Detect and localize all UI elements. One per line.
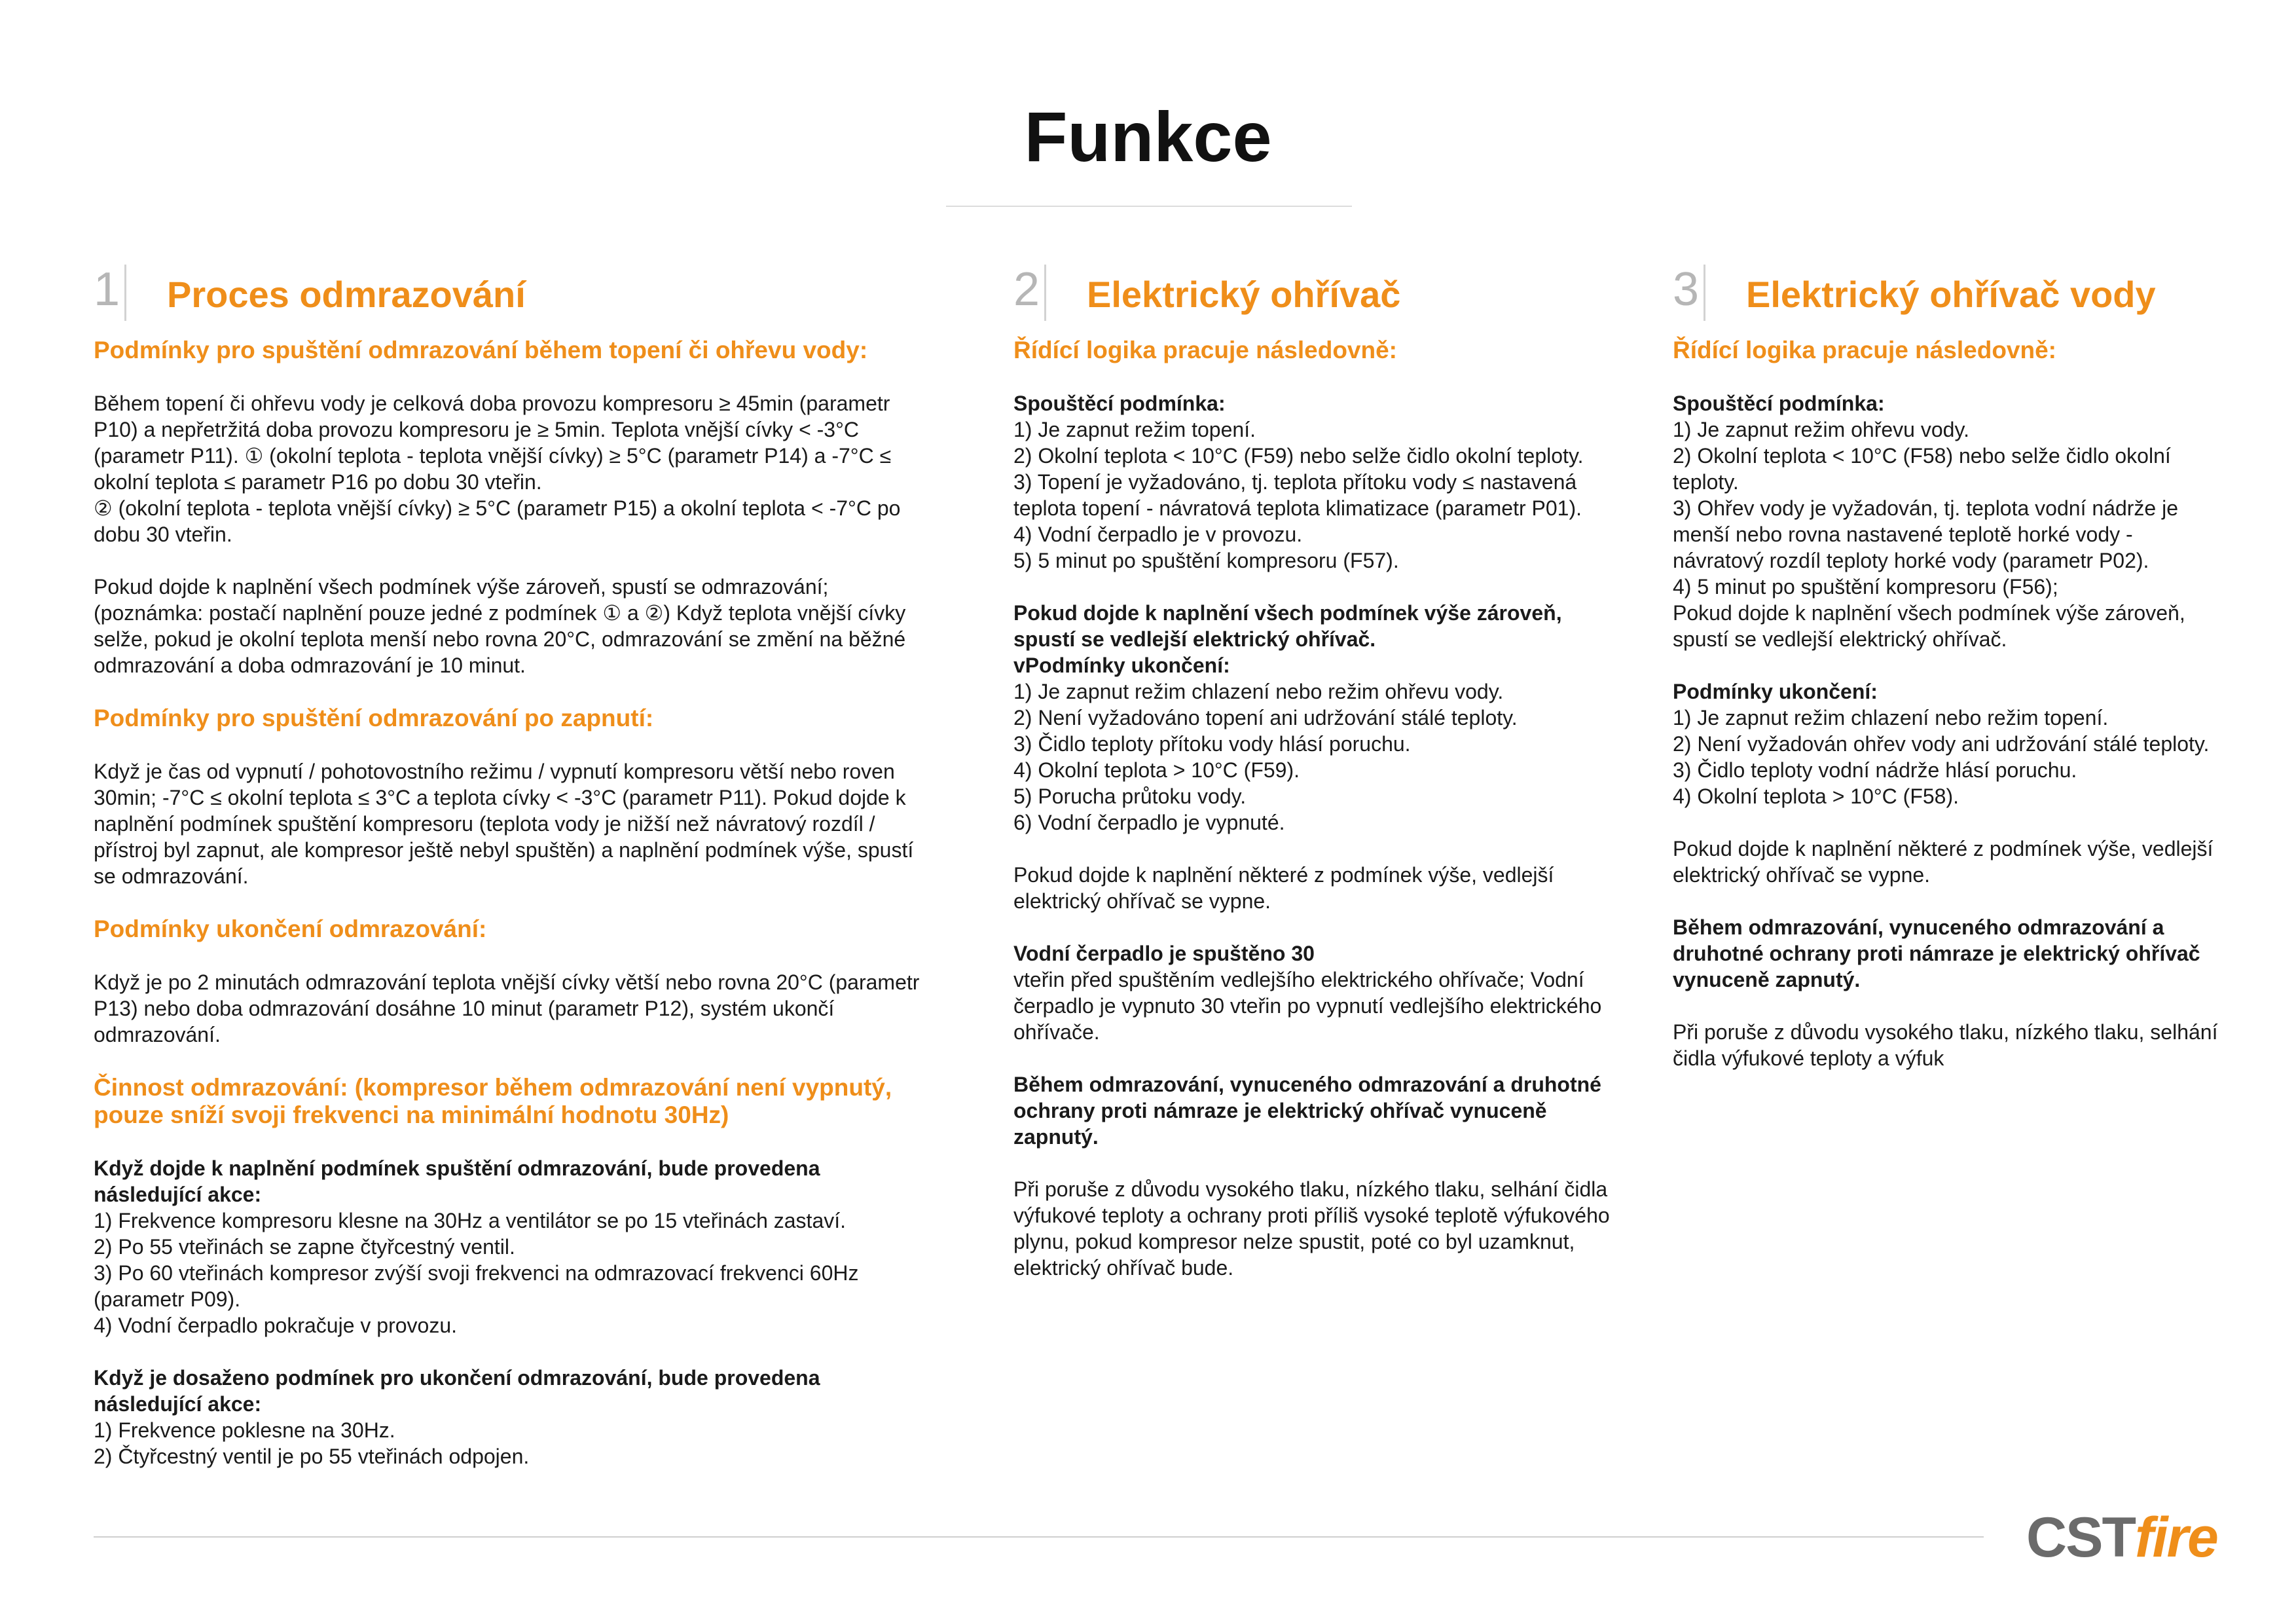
paragraph-text: Během topení či ohřevu vody je celková doba provozu kompresoru ≥ 45min (parametr P10) a nepřetržitá doba provozu kompresoru je ≥ 5min. Teplota vnější cívky < -3°C (parametr P11). ① (okolní teplota - teplota vnější cívky) ≥ 5°C (parametr P14) a -7°C ≤ okolní teplota ≤ parametr P16 po dobu 30 vteřin. ② (okolní teplota - teplota vnější cívky) ≥ 5°C (parametr P15) a okolní teplota < -7°C po dobu 30 vteřin. (94, 392, 901, 546)
paragraph (1013, 862, 1616, 914)
paragraph-text: Pokud dojde k naplnění některé z podmínek výše, vedlejší elektrický ohřívač se vypne. (1673, 837, 2214, 887)
paragraph-text: vteřin před spuštěním vedlejšího elektrického ohřívače; Vodní čerpadlo je vypnuto 30 vteřin po vypnutí vedlejšího elektrického ohřívače. (1013, 968, 1602, 1044)
paragraph-text: 1) Frekvence kompresoru klesne na 30Hz a ventilátor se po 15 vteřinách zastaví. 2) Po 55 vteřinách se zapne čtyřcestný ventil. 3) Po 60 vteřinách kompresor zvýší svoji frekvenci na odmrazovací frekvenci 60Hz (parametr P09). 4) Vodní čerpadlo pokračuje v provozu. (94, 1209, 859, 1337)
paragraph-text: 1) Frekvence poklesne na 30Hz. 2) Čtyřcestný ventil je po 55 vteřinách odpojen. (94, 1418, 530, 1468)
paragraph (1673, 390, 2223, 652)
logo-text-fire: fire (2135, 1506, 2217, 1569)
section-divider (124, 265, 126, 321)
subheading: Podmínky pro spuštění odmrazování během topení či ohřevu vody: (94, 337, 868, 363)
brand-logo (2026, 1506, 2216, 1569)
paragraph (1673, 914, 2223, 993)
paragraph-text: 1) Je zapnut režim ohřevu vody. 2) Okolní teplota < 10°C (F58) nebo selže čidlo okolní teploty. 3) Ohřev vody je vyžadován, tj. teplota vodní nádrže je menší nebo rovna nastavené teplotě horké vody - návratový rozdíl teploty horké vody (parametr P02). 4) 5 minut po spuštění kompresoru (F56); Pokud dojde k naplnění všech podmínek výše zároveň, spustí se vedlejší elektrický ohřívač. (1673, 418, 2185, 651)
paragraph-lead: Když dojde k naplnění podmínek spuštění odmrazování, bude provedena následující akce: (94, 1156, 820, 1206)
paragraph-lead: Když je dosaženo podmínek pro ukončení odmrazování, bude provedena následující akce: (94, 1366, 820, 1416)
paragraph (94, 390, 925, 547)
paragraph (1013, 390, 1616, 574)
paragraph-text: 1) Je zapnut režim topení. 2) Okolní teplota < 10°C (F59) nebo selže čidlo okolní teploty. 3) Topení je vyžadováno, tj. teplota přítoku vody ≤ nastavená teplota topení - návratová teplota klimatizace (parametr P01). 4) Vodní čerpadlo je v provozu. 5) 5 minut po spuštění kompresoru (F57). (1013, 418, 1584, 572)
section-title: Elektrický ohřívač (1087, 274, 1401, 315)
title-divider (946, 206, 1352, 207)
section-body (1013, 337, 1616, 1281)
paragraph-lead: Spouštěcí podmínka: (1673, 392, 1885, 415)
section-header (1013, 262, 1616, 325)
section-number: 2 (1013, 263, 1040, 316)
paragraph-text: Když je čas od vypnutí / pohotovostního režimu / vypnutí kompresoru větší nebo roven 30min; -7°C ≤ okolní teplota ≤ 3°C a teplota cívky < -3°C (parametr P11). Pokud dojde k naplnění podmínek spuštění kompresoru (teplota vody je nižší než návratový rozdíl / přístroj byl zapnut, ale kompresor ještě nebyl spuštěn) a naplnění podmínek výše, spustí se odmrazování. (94, 760, 914, 888)
page-title: Funkce (1024, 97, 1272, 176)
section-divider (1044, 265, 1046, 321)
paragraph (94, 1365, 925, 1469)
paragraph (94, 969, 925, 1048)
paragraph-lead: Pokud dojde k naplnění všech podmínek výše zároveň, spustí se vedlejší elektrický ohřívač. vPodmínky ukončení: (1013, 601, 1562, 677)
paragraph-text: Při poruše z důvodu vysokého tlaku, nízkého tlaku, selhání čidla výfukové teploty a výfuk (1673, 1020, 2218, 1070)
column-1 (94, 262, 925, 1496)
paragraph-lead: Během odmrazování, vynuceného odmrazování a druhotné ochrany proti námraze je elektrický ohřívač vynuceně zapnutý. (1673, 915, 2200, 991)
section-title: Proces odmrazování (167, 274, 526, 315)
subheading: Činnost odmrazování: (kompresor během odmrazování není vypnutý, pouze sníží svoji frekvenci na minimální hodnotu 30Hz) (94, 1074, 892, 1128)
subheading: Podmínky pro spuštění odmrazování po zapnutí: (94, 705, 654, 731)
subheading: Řídící logika pracuje následovně: (1013, 337, 1398, 363)
paragraph-lead: Spouštěcí podmínka: (1013, 392, 1226, 415)
paragraph (94, 758, 925, 889)
paragraph-lead: Podmínky ukončení: (1673, 680, 1878, 703)
paragraph-lead: Během odmrazování, vynuceného odmrazování a druhotné ochrany proti námraze je elektrický ohřívač vynuceně zapnutý. (1013, 1073, 1601, 1149)
column-3 (1673, 262, 2223, 1098)
paragraph-text: Pokud dojde k naplnění všech podmínek výše zároveň, spustí se odmrazování; (poznámka: postačí naplnění pouze jedné z podmínek ① a ②) Když teplota vnější cívky selže, pokud je okolní teplota menší nebo rovna 20°C, odmrazování se změní na běžné odmrazování a doba odmrazování je 10 minut. (94, 575, 906, 677)
paragraph (1013, 600, 1616, 836)
section-title: Elektrický ohřívač vody (1746, 274, 2156, 315)
footer-divider (94, 1536, 1984, 1538)
paragraph-text: 1) Je zapnut režim chlazení nebo režim topení. 2) Není vyžadován ohřev vody ani udržování stálé teploty. 3) Čidlo teploty vodní nádrže hlásí poruchu. 4) Okolní teplota > 10°C (F58). (1673, 706, 2210, 808)
logo-text-cst: CST (2026, 1506, 2135, 1569)
paragraph-text: Když je po 2 minutách odmrazování teplota vnější cívky větší nebo rovna 20°C (parametr P13) nebo doba odmrazování dosáhne 10 minut (parametr P12), systém ukončí odmrazování. (94, 970, 920, 1046)
subheading: Podmínky ukončení odmrazování: (94, 915, 487, 942)
section-body (94, 337, 925, 1469)
paragraph-text: 1) Je zapnut režim chlazení nebo režim ohřevu vody. 2) Není vyžadováno topení ani udržování stálé teploty. 3) Čidlo teploty přítoku vody hlásí poruchu. 4) Okolní teplota > 10°C (F59). 5) Porucha průtoku vody. 6) Vodní čerpadlo je vypnuté. (1013, 680, 1518, 834)
paragraph (1013, 1071, 1616, 1150)
paragraph-text: Při poruše z důvodu vysokého tlaku, nízkého tlaku, selhání čidla výfukové teploty a ochrany proti příliš vysoké teplotě výfukového plynu, pokud kompresor nelze spustit, poté co byl uzamknut, elektrický ohřívač bude. (1013, 1177, 1610, 1280)
section-number: 3 (1673, 263, 1700, 316)
section-header (1673, 262, 2223, 325)
paragraph (1673, 1019, 2223, 1071)
section-body (1673, 337, 2223, 1071)
paragraph (1673, 678, 2223, 809)
subheading: Řídící logika pracuje následovně: (1673, 337, 2057, 363)
paragraph-text: Pokud dojde k naplnění některé z podmínek výše, vedlejší elektrický ohřívač se vypne. (1013, 863, 1554, 913)
paragraph-lead: Vodní čerpadlo je spuštěno 30 (1013, 942, 1315, 965)
paragraph (1013, 940, 1616, 1045)
section-number: 1 (94, 263, 120, 316)
column-2 (1013, 262, 1616, 1307)
section-divider (1704, 265, 1705, 321)
paragraph (1673, 836, 2223, 888)
paragraph (1013, 1176, 1616, 1281)
section-header (94, 262, 925, 325)
paragraph (94, 1155, 925, 1338)
paragraph (94, 574, 925, 678)
